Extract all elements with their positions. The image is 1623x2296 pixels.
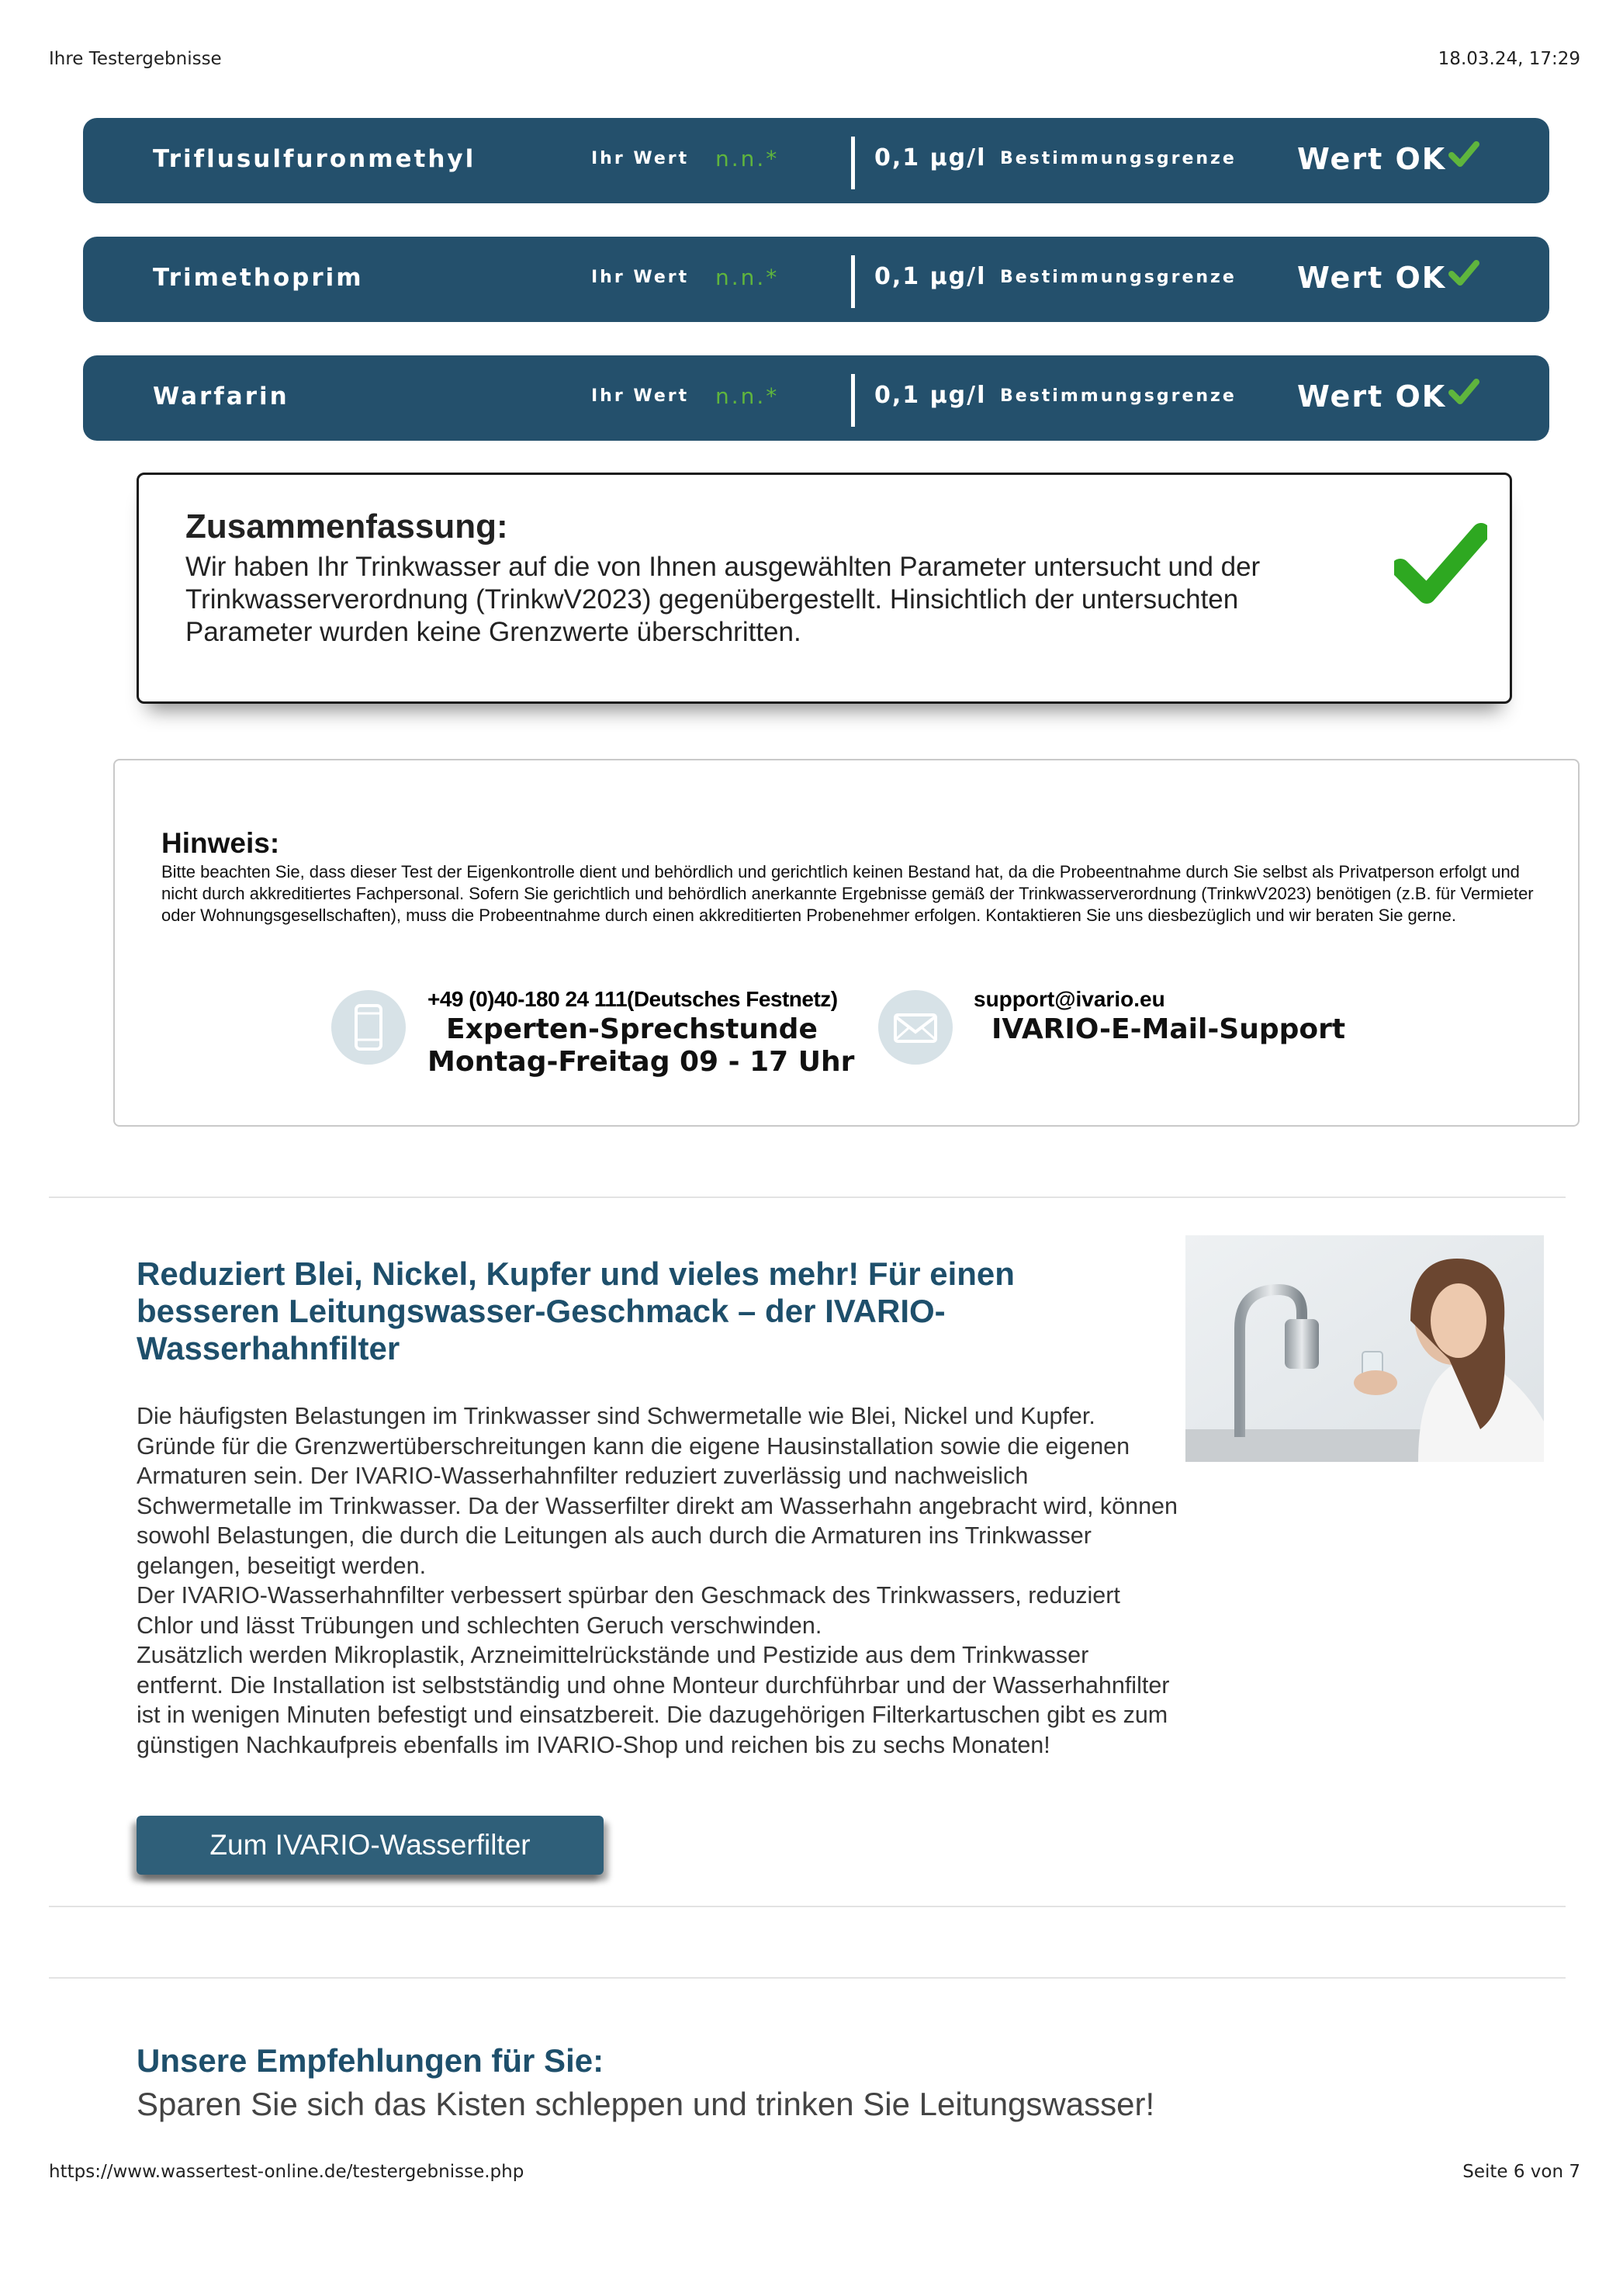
water-filter-button[interactable]: Zum IVARIO-Wasserfilter <box>137 1816 604 1875</box>
print-footer <box>49 2162 1580 2182</box>
summary-text: Wir haben Ihr Trinkwasser auf die von Ihnen ausgewählten Parameter untersucht und der Trinkwasserverordnung (TrinkwV2023) gegenübergestellt. Hinsichtlich der untersuchten Parameter wurden keine Grenzwerte überschritten. <box>185 552 1261 647</box>
result-row <box>83 237 1549 322</box>
your-value-label: Ihr Wert <box>591 149 690 168</box>
recommendations-subtitle: Sparen Sie sich das Kisten schleppen und trinken Sie Leitungswasser! <box>137 2086 1155 2122</box>
row-separator <box>851 137 855 189</box>
page-title: Ihre Testergebnisse <box>49 49 222 69</box>
status-label: Wert OK <box>1297 142 1447 176</box>
hint-text: Bitte beachten Sie, dass dieser Test der Eigenkontrolle dient und behördlich und gerichtlich keinen Bestand hat, da die Probeentnahme durch Sie selbst als Privatperson erfolgt und nicht durch akkreditiertes Fachpersonal. Sofern Sie gerichtlich und behördlich anerkannte Ergebnisse gemäß der Trinkwasserverordnung (TrinkwV2023) benötigen (z.B. für Vermieter oder Wohnungsgesellschaften), muss die Probeentnahme durch einen akkreditierten Probenehmer erfolgen. Kontaktieren Sie uns diesbezüglich und wir beraten Sie gerne. <box>161 862 1534 925</box>
promo-paragraph: Die häufigsten Belastungen im Trinkwasser sind Schwermetalle wie Blei, Nickel und Kupfer. Gründe für die Grenzwertüberschreitungen kann die eigene Hausinstallation sowie die eigenen Armaturen sein. Der IVARIO-Wasserhahnfilter reduziert zuverlässig und nachweislich Schwermetalle im Trinkwasser. Da der Wasserfilter direkt am Wasserhahn angebracht wird, können sowohl Belastungen, die durch die Leitungen als auch durch die Armaturen ins Trinkwasser gelangen, beseitigt werden. <box>137 1403 1178 1579</box>
promo-paragraph: Zusätzlich werden Mikroplastik, Arzneimittelrückstände und Pestizide aus dem Trinkwasser entfernt. Die Installation ist selbstständig und ohne Monteur durchführbar und der Wasserhahnfilter ist in wenigen Minuten befestigt und einsatzbereit. Die dazugehörigen Filterkartuschen gibt es zum günstigen Nachkaufpreis ebenfalls im IVARIO-Shop und reichen bis zu sechs Monaten! <box>137 1642 1170 1758</box>
check-icon <box>1448 140 1479 171</box>
summary-title: Zusammenfassung: <box>185 507 508 545</box>
your-value: n.n.* <box>715 265 780 290</box>
promo-title: Reduziert Blei, Nickel, Kupfer und vieles mehr! Für einen besseren Leitungswasser-Geschmack – der IVARIO-Wasserhahnfilter <box>137 1255 1015 1366</box>
print-header <box>49 49 1580 69</box>
your-value: n.n.* <box>715 146 780 171</box>
your-value: n.n.* <box>715 383 780 409</box>
phone-label: Experten-Sprechstunde <box>446 1013 818 1045</box>
status-label: Wert OK <box>1297 261 1447 295</box>
product-image[interactable] <box>1185 1235 1544 1462</box>
mail-icon[interactable] <box>878 990 953 1065</box>
limit-label: Bestimmungsgrenze <box>1000 268 1237 287</box>
result-row <box>83 355 1549 441</box>
support-email[interactable]: support@ivario.eu <box>974 987 1165 1011</box>
limit-value: 0,1 µg/l <box>874 144 987 171</box>
page-url[interactable]: https://www.wassertest-online.de/testergebnisse.php <box>49 2162 524 2182</box>
limit-value: 0,1 µg/l <box>874 382 987 409</box>
divider <box>49 1977 1566 1979</box>
phone-icon[interactable] <box>331 990 406 1065</box>
check-icon <box>1394 523 1487 608</box>
hint-title: Hinweis: <box>161 827 280 859</box>
promo-paragraph: Der IVARIO-Wasserhahnfilter verbessert spürbar den Geschmack des Trinkwassers, reduziert Chlor und lässt Trübungen und schlechten Geruch verschwinden. <box>137 1582 1120 1639</box>
row-separator <box>851 374 855 427</box>
check-icon <box>1448 258 1479 289</box>
status-label: Wert OK <box>1297 379 1447 414</box>
parameter-name: Warfarin <box>153 383 289 410</box>
divider <box>49 1906 1566 1907</box>
check-icon <box>1448 377 1479 408</box>
limit-label: Bestimmungsgrenze <box>1000 149 1237 168</box>
parameter-name: Trimethoprim <box>153 264 364 292</box>
hint-box <box>113 759 1580 1127</box>
limit-value: 0,1 µg/l <box>874 263 987 290</box>
email-label: IVARIO-E-Mail-Support <box>991 1013 1346 1045</box>
your-value-label: Ihr Wert <box>591 268 690 287</box>
summary-box <box>137 473 1512 704</box>
your-value-label: Ihr Wert <box>591 386 690 406</box>
page-number: Seite 6 von 7 <box>1462 2162 1580 2182</box>
phone-number[interactable]: +49 (0)40-180 24 111(Deutsches Festnetz) <box>427 987 838 1011</box>
limit-label: Bestimmungsgrenze <box>1000 386 1237 406</box>
parameter-name: Triflusulfuronmethyl <box>153 145 476 173</box>
result-row <box>83 118 1549 203</box>
recommendations-title: Unsere Empfehlungen für Sie: <box>137 2042 604 2079</box>
divider <box>49 1196 1566 1198</box>
office-hours: Montag-Freitag 09 - 17 Uhr <box>427 1046 855 1078</box>
print-datetime: 18.03.24, 17:29 <box>1438 49 1580 69</box>
promo-text <box>137 1401 1180 1760</box>
row-separator <box>851 255 855 308</box>
